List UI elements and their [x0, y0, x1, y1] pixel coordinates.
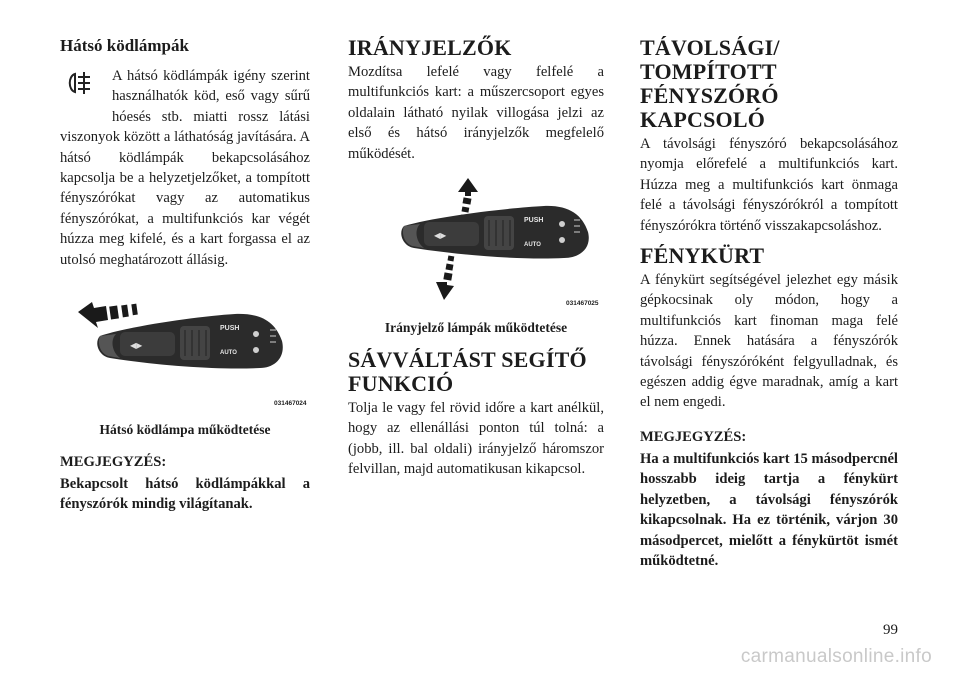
section-title-rear-fog: Hátsó ködlámpák [60, 36, 189, 55]
note-title: MEGJEGYZÉS: [640, 428, 747, 445]
note-body: Bekapcsolt hátsó ködlámpákkal a fényszórók mindig világítanak. [60, 476, 310, 513]
section-title-beam-switch: TÁVOLSÁGI/ TOMPÍTOTT FÉNYSZÓRÓ KAPCSOLÓ [640, 35, 780, 132]
beam-switch-paragraph: A távolsági fényszóró bekapcsolásához nyomja előrefelé a multifunkciós kart. Húzza meg a multifunkciós kart önmaga felé a távolsági fényszórókról a tompított fényszórókra történő visszakapcsoláshoz. [640, 136, 898, 234]
auto-label: AUTO [524, 242, 541, 249]
section-title-flash-to-pass: FÉNYKÜRT [640, 243, 765, 269]
turn-signals-paragraph: Mozdítsa lefelé vagy felfelé a multifunkciós kart: a műszercsoport egyes oldalain látható nyilak villogása jelzi az első és hátsó irányjelzők megfelelő működését. [348, 64, 604, 162]
note-title: MEGJEGYZÉS: [60, 454, 167, 471]
rear-fog-lever-figure [60, 296, 310, 416]
note-body: Ha a multifunkciós kart 15 másodpercnél hosszabb ideig tartja a fénykürt helyzetben, a távolsági fényszórók kikapcsolnak. Ha ez történik, várjon 30 másodpercet, mielőtt a fénykürtöt ismét működtetné. [640, 450, 898, 569]
svg-text:◀▶: ◀▶ [434, 231, 447, 241]
turn-signal-lever-figure [348, 174, 604, 314]
figure-caption-rear-fog: Hátsó ködlámpa működtetése [99, 422, 271, 438]
rear-fog-lamp-icon [60, 66, 108, 126]
push-label: PUSH [220, 325, 240, 333]
middle-column [348, 36, 604, 480]
figure-code: 031467024 [274, 400, 307, 408]
rear-fog-paragraph: A hátsó ködlámpák igény szerint használhatók köd, eső vagy sűrű hóesés stb. miatti rossz látási viszonyok között a láthatóság javítására. A hátsó ködlámpák bekapcsolásához kapcsolja be a helyzetjelzőket, a tompított fényszórókat vagy az automatikus fényszórókat, a multifunkciós kar végét húzza meg kifelé, és a kart forgassa el az utolsó meghatározott állásig. [60, 68, 310, 268]
left-column [60, 36, 310, 515]
section-title-turn-signals: IRÁNYJELZŐK [348, 35, 512, 60]
svg-text:◀▶: ◀▶ [130, 341, 143, 351]
right-column [640, 36, 898, 571]
flash-to-pass-paragraph: A fénykürt segítségével jelezhet egy másik gépkocsinak oly módon, hogy a multifunkciós kart finoman maga felé húzza. Ennek hatására a fényszórók távolsági fényszóróként felgyulladnak, és egészen addig égve maradnak, amíg a kart el nem engedi. [640, 272, 898, 411]
push-label: PUSH [524, 217, 544, 225]
section-title-lane-change: SÁVVÁLTÁST SEGÍTŐ FUNKCIÓ [348, 347, 587, 397]
figure-code: 031467025 [566, 300, 599, 308]
lane-change-paragraph: Tolja le vagy fel rövid időre a kart anélkül, hogy az ellenállási ponton túl tolná: a (jobb, ill. bal oldali) irányjelző háromszor felvillan, majd automatikusan kikapcsol. [348, 400, 604, 478]
page-number: 99 [883, 622, 898, 638]
figure-caption-turn-signals: Irányjelző lámpák működtetése [384, 320, 568, 336]
watermark: carmanualsonline.info [740, 646, 932, 667]
auto-label: AUTO [220, 350, 237, 357]
